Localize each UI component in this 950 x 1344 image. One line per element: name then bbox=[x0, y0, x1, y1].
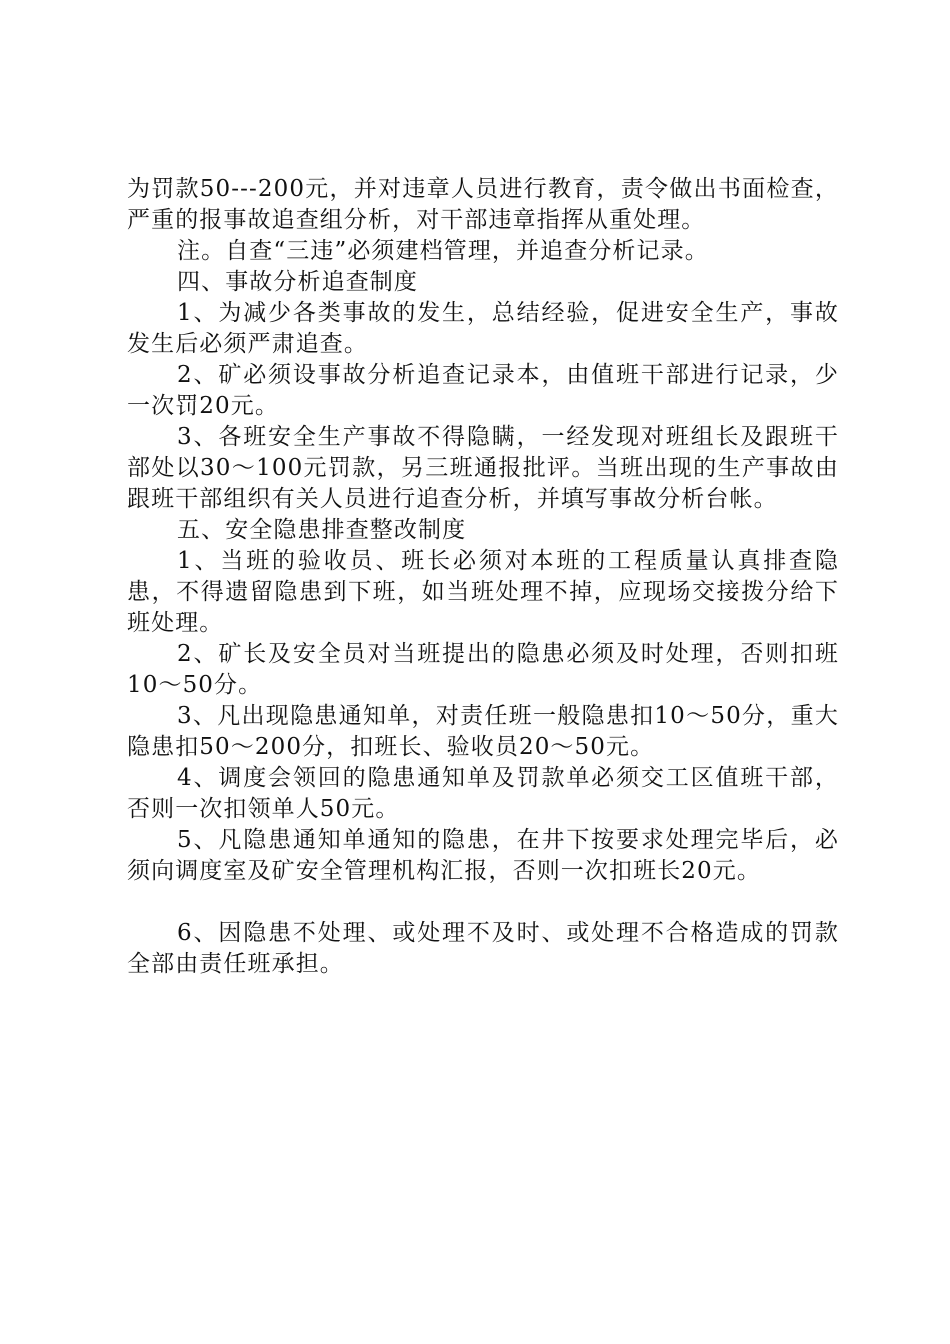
paragraph-hazard-item-4: 4、调度会领回的隐患通知单及罚款单必须交工区值班干部，否则一次扣领单人50元。 bbox=[127, 765, 839, 822]
paragraph-hazard-item-6: 6、因隐患不处理、或处理不及时、或处理不合格造成的罚款全部由责任班承担。 bbox=[127, 920, 839, 977]
document-body bbox=[127, 174, 839, 980]
paragraph-accident-item-3: 3、各班安全生产事故不得隐瞒，一经发现对班组长及跟班干部处以30～100元罚款，另三班通报批评。当班出现的生产事故由跟班干部组织有关人员进行追查分析，并填写事故分析台帐。 bbox=[127, 424, 839, 512]
paragraph-hazard-item-1: 1、当班的验收员、班长必须对本班的工程质量认真排查隐患，不得遗留隐患到下班，如当班处理不掉，应现场交接拨分给下班处理。 bbox=[127, 548, 839, 636]
paragraph-hazard-item-5: 5、凡隐患通知单通知的隐患，在井下按要求处理完毕后，必须向调度室及矿安全管理机构汇报，否则一次扣班长20元。 bbox=[127, 827, 839, 884]
paragraph-hazard-item-3: 3、凡出现隐患通知单，对责任班一般隐患扣10～50分，重大隐患扣50～200分，扣班长、验收员20～50元。 bbox=[127, 703, 839, 760]
paragraph-penalty-continuation: 为罚款50---200元，并对违章人员进行教育，责令做出书面检查，严重的报事故追查组分析，对干部违章指挥从重处理。 bbox=[127, 176, 839, 233]
section-heading-hazard-inspection: 五、安全隐患排查整改制度 bbox=[177, 517, 467, 543]
paragraph-accident-item-2: 2、矿必须设事故分析追查记录本，由值班干部进行记录，少一次罚20元。 bbox=[127, 362, 839, 419]
paragraph-hazard-item-2: 2、矿长及安全员对当班提出的隐患必须及时处理，否则扣班10～50分。 bbox=[127, 641, 839, 698]
paragraph-note: 注。自查“三违”必须建档管理，并追查分析记录。 bbox=[177, 238, 709, 264]
section-heading-accident-analysis: 四、事故分析追查制度 bbox=[177, 269, 418, 295]
paragraph-accident-item-1: 1、为减少各类事故的发生，总结经验，促进安全生产，事故发生后必须严肃追查。 bbox=[127, 300, 839, 357]
blank-line bbox=[127, 887, 839, 918]
